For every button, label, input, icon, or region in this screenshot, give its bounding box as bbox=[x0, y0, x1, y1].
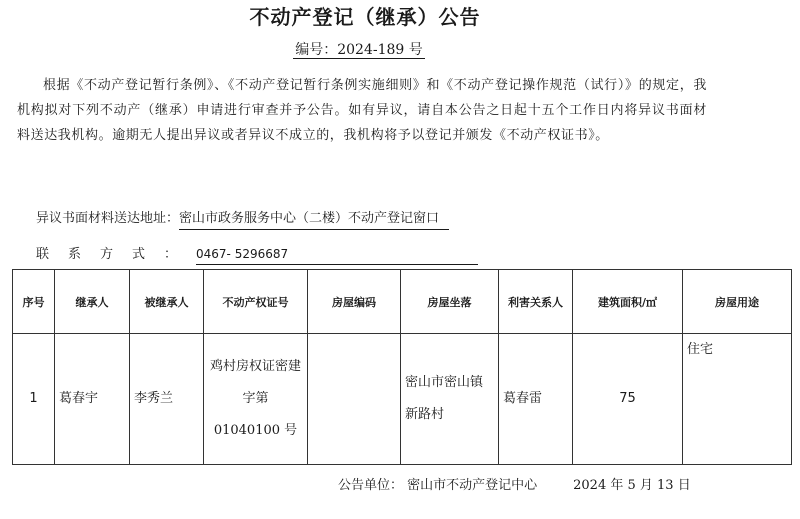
cell-heir: 葛春宇 bbox=[55, 334, 130, 465]
issue-date: 2024 年 5 月 13 日 bbox=[573, 478, 691, 493]
address-value: 密山市政务服务中心（二楼）不动产登记窗口 bbox=[179, 209, 449, 230]
contact-label: 联系方式： bbox=[36, 247, 197, 262]
cell-location: 密山市密山镇新路村 bbox=[401, 334, 499, 465]
header-usage: 房屋用途 bbox=[683, 270, 792, 334]
contact-value: 0467- 5296687 bbox=[196, 244, 478, 265]
header-cert-no: 不动产权证号 bbox=[204, 270, 308, 334]
notice-body: 根据《不动产登记暂行条例》、《不动产登记暂行条例实施细则》和《不动产登记操作规范（试行）》的规定，我机构拟对下列不动产（继承）申请进行审查并予公告。如有异议，请自本公告之日起十五个工作日内将异议书面材料送达我机构。逾期无人提出异议或者异议不成立的，我机构将予以登记并颁发《不动产权证书》。 bbox=[17, 78, 707, 143]
header-index: 序号 bbox=[13, 270, 55, 334]
header-area: 建筑面积/㎡ bbox=[573, 270, 683, 334]
objection-address bbox=[36, 209, 449, 230]
header-location: 房屋坐落 bbox=[401, 270, 499, 334]
cell-decedent: 李秀兰 bbox=[130, 334, 204, 465]
header-interested-party: 利害关系人 bbox=[499, 270, 573, 334]
notice-title: 不动产登记（继承）公告 bbox=[249, 5, 481, 29]
header-heir: 继承人 bbox=[55, 270, 130, 334]
cell-usage: 住宅 bbox=[683, 334, 792, 465]
cell-interested-party: 葛春雷 bbox=[499, 334, 573, 465]
address-label: 异议书面材料送达地址： bbox=[36, 211, 180, 226]
issuer: 公告单位： 密山市不动产登记中心 bbox=[338, 478, 538, 493]
table-row bbox=[13, 334, 792, 465]
serial-number: 编号：2024-189 号 bbox=[295, 42, 423, 58]
cell-index: 1 bbox=[13, 334, 55, 465]
cell-area: 75 bbox=[573, 334, 683, 465]
cell-cert-no: 鸡村房权证密建字第 01040100 号 bbox=[204, 334, 308, 465]
header-decedent: 被继承人 bbox=[130, 270, 204, 334]
cell-house-code bbox=[308, 334, 401, 465]
table-header-row bbox=[13, 270, 792, 334]
header-house-code: 房屋编码 bbox=[308, 270, 401, 334]
contact-info bbox=[36, 244, 478, 265]
notice-footer bbox=[338, 476, 691, 496]
property-table bbox=[12, 269, 792, 465]
notice-serial bbox=[0, 40, 718, 60]
